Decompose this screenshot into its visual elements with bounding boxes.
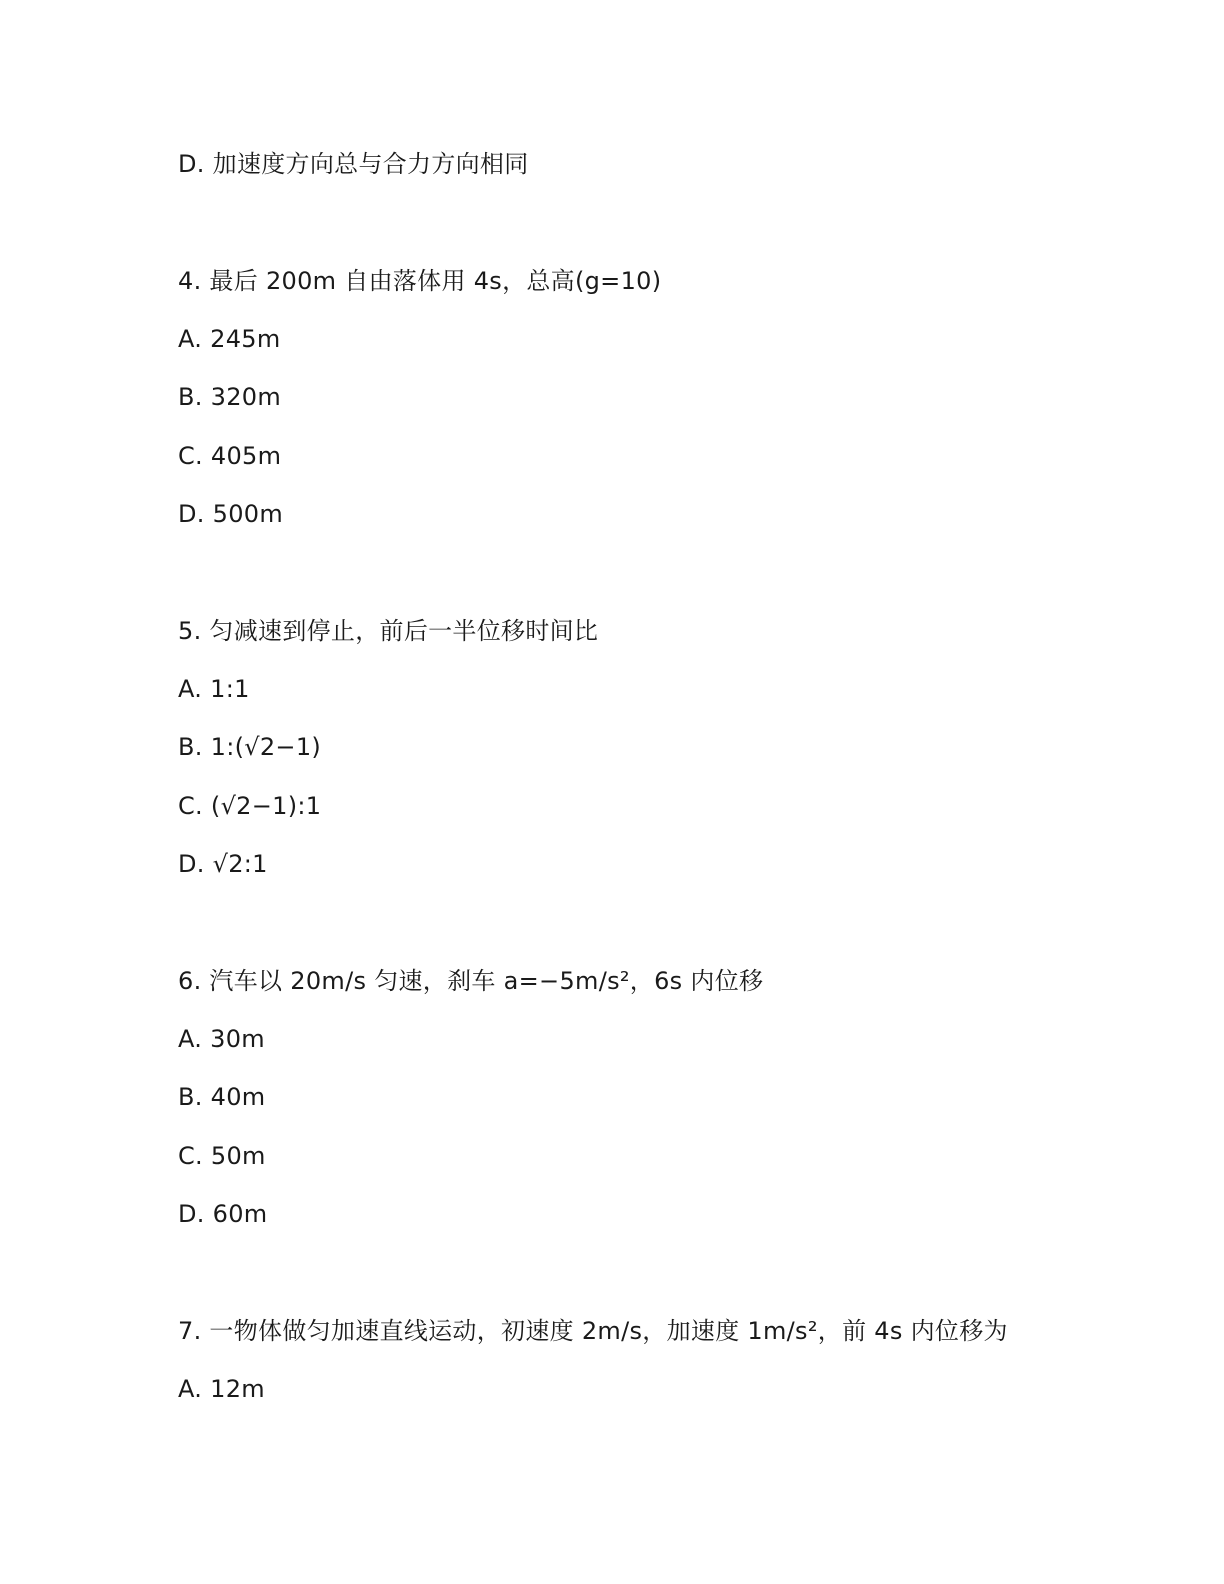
prev-question-option-d: D. 加速度方向总与合力方向相同 [178, 150, 529, 178]
question-4-option-c: C. 405m [178, 442, 282, 470]
question-5-option-d: D. √2:1 [178, 850, 268, 878]
question-5-option-c: C. (√2−1):1 [178, 792, 322, 820]
question-7-stem: 7. 一物体做匀加速直线运动，初速度 2m/s，加速度 1m/s²，前 4s 内位移为 [178, 1317, 1008, 1345]
question-6-option-d: D. 60m [178, 1200, 268, 1228]
question-6-option-a: A. 30m [178, 1025, 265, 1053]
question-5-option-a: A. 1:1 [178, 675, 250, 703]
question-5-option-b: B. 1:(√2−1) [178, 733, 322, 761]
question-6-option-c: C. 50m [178, 1142, 266, 1170]
question-7-option-a: A. 12m [178, 1375, 265, 1403]
question-4-stem: 4. 最后 200m 自由落体用 4s，总高(g=10) [178, 267, 662, 295]
question-6-option-b: B. 40m [178, 1083, 266, 1111]
question-5-stem: 5. 匀减速到停止，前后一半位移时间比 [178, 617, 599, 645]
question-4-option-a: A. 245m [178, 325, 281, 353]
question-6-stem: 6. 汽车以 20m/s 匀速，刹车 a=−5m/s²，6s 内位移 [178, 967, 764, 995]
question-4-option-d: D. 500m [178, 500, 284, 528]
question-4-option-b: B. 320m [178, 383, 282, 411]
